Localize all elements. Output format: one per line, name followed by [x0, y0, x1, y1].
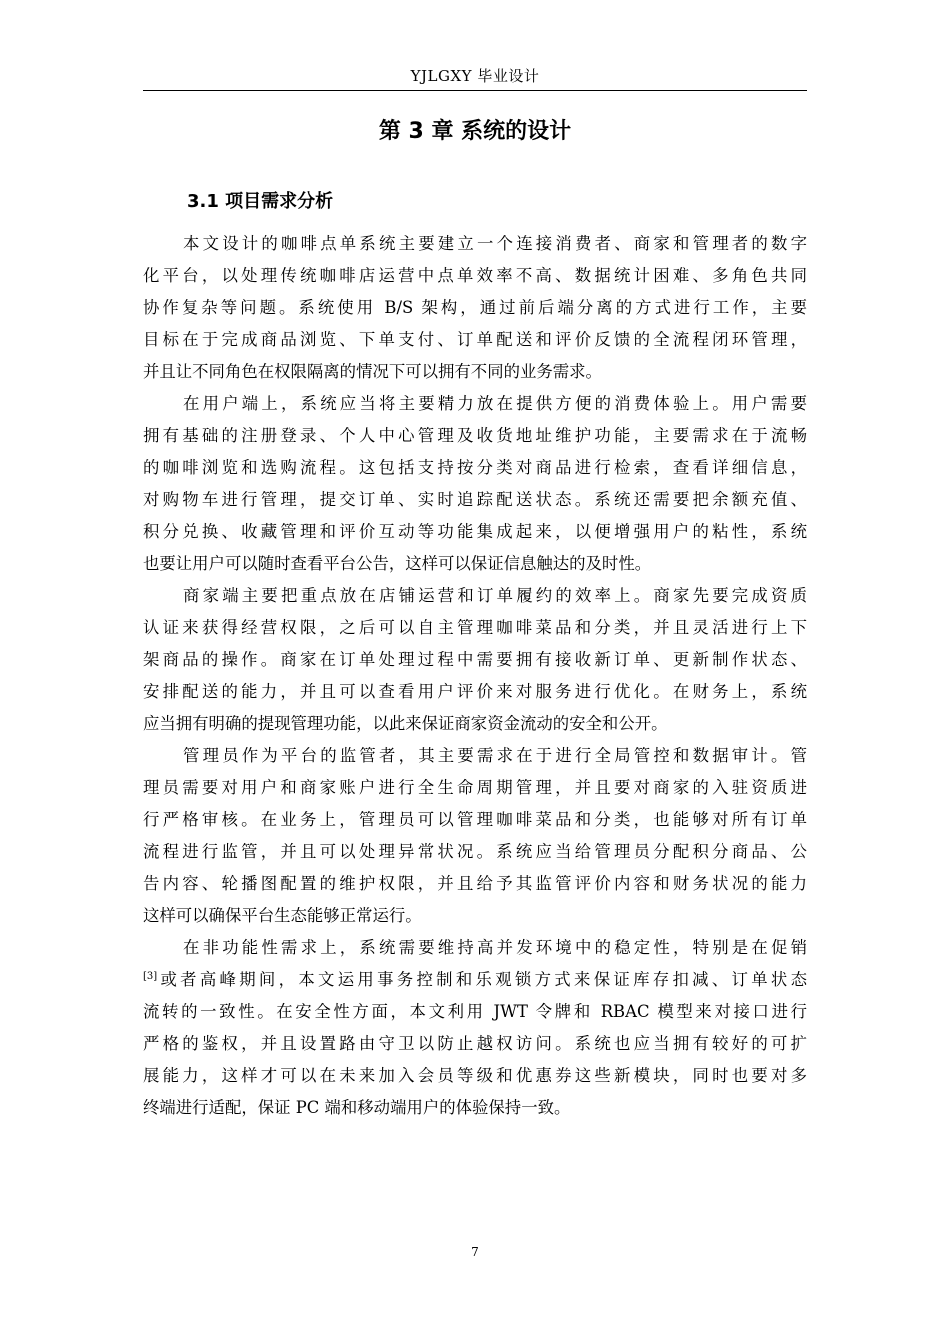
citation-marker: [3] [143, 971, 158, 982]
text-line: 化平台，以处理传统咖啡店运营中点单效率不高、数据统计困难、多角色共同 [143, 266, 807, 285]
text-line: 流程进行监管，并且可以处理异常状况。系统应当给管理员分配积分商品、公 [143, 842, 807, 861]
text-line: 的咖啡浏览和选购流程。这包括支持按分类对商品进行检索，查看详细信息， [143, 458, 807, 477]
text-line: 也要让用户可以随时查看平台公告，这样可以保证信息触达的及时性。 [143, 554, 652, 573]
text-line: 终端进行适配，保证 PC 端和移动端用户的体验保持一致。 [143, 1098, 571, 1117]
text-line: 拥有基础的注册登录、个人中心管理及收货地址维护功能，主要需求在于流畅 [143, 426, 807, 445]
text-line: 商家端主要把重点放在店铺运营和订单履约的效率上。商家先要完成资质 [183, 586, 807, 605]
text-line: 并且让不同角色在权限隔离的情况下可以拥有不同的业务需求。 [143, 362, 602, 381]
text-line: 展能力，这样才可以在未来加入会员等级和优惠券这些新模块，同时也要对多 [143, 1066, 807, 1085]
text-line: 认证来获得经营权限，之后可以自主管理咖啡菜品和分类，并且灵活进行上下 [143, 618, 807, 637]
text-line: 对购物车进行管理，提交订单、实时追踪配送状态。系统还需要把余额充值、 [143, 490, 807, 509]
text-line: 严格的鉴权，并且设置路由守卫以防止越权访问。系统也应当拥有较好的可扩 [143, 1034, 807, 1053]
text-line-content: 或者高峰期间，本文运用事务控制和乐观锁方式来保证库存扣减、订单状态 [157, 970, 807, 989]
text-line: 积分兑换、收藏管理和评价互动等功能集成起来，以便增强用户的粘性，系统 [143, 522, 807, 541]
text-line: 架商品的操作。商家在订单处理过程中需要拥有接收新订单、更新制作状态、 [143, 650, 807, 669]
paragraph-non-functional [143, 932, 807, 1124]
paragraph-admin-side [143, 740, 807, 932]
body-text [143, 228, 807, 1124]
text-line: 这样可以确保平台生态能够正常运行。 [143, 906, 422, 925]
section-title: 3.1 项目需求分析 [187, 191, 334, 212]
text-line: 应当拥有明确的提现管理功能，以此来保证商家资金流动的安全和公开。 [143, 714, 668, 733]
running-header: YJLGXY 毕业设计 [410, 67, 540, 85]
text-line: 协作复杂等问题。系统使用 B/S 架构，通过前后端分离的方式进行工作，主要 [143, 298, 807, 317]
text-line: 目标在于完成商品浏览、下单支付、订单配送和评价反馈的全流程闭环管理， [143, 330, 807, 349]
text-line: 安排配送的能力，并且可以查看用户评价来对服务进行优化。在财务上，系统 [143, 682, 807, 701]
paragraph-user-side [143, 388, 807, 580]
text-line: 告内容、轮播图配置的维护权限，并且给予其监管评价内容和财务状况的能力 [143, 874, 807, 893]
header-rule [143, 90, 807, 91]
page-number: 7 [471, 1245, 479, 1259]
text-line-with-citation [143, 964, 807, 996]
text-line: 在用户端上，系统应当将主要精力放在提供方便的消费体验上。用户需要 [183, 394, 807, 413]
paragraph-merchant-side [143, 580, 807, 740]
text-line: 理员需要对用户和商家账户进行全生命周期管理，并且要对商家的入驻资质进 [143, 778, 807, 797]
paragraph-overview [143, 228, 807, 388]
text-line: 行严格审核。在业务上，管理员可以管理咖啡菜品和分类，也能够对所有订单 [143, 810, 807, 829]
text-line: 本文设计的咖啡点单系统主要建立一个连接消费者、商家和管理者的数字 [183, 234, 807, 253]
text-line: 在非功能性需求上，系统需要维持高并发环境中的稳定性，特别是在促销 [183, 938, 807, 957]
text-line: 管理员作为平台的监管者，其主要需求在于进行全局管控和数据审计。管 [183, 746, 807, 765]
text-line: 流转的一致性。在安全性方面，本文利用 JWT 令牌和 RBAC 模型来对接口进行 [143, 1002, 807, 1021]
chapter-title: 第 3 章 系统的设计 [378, 119, 572, 144]
